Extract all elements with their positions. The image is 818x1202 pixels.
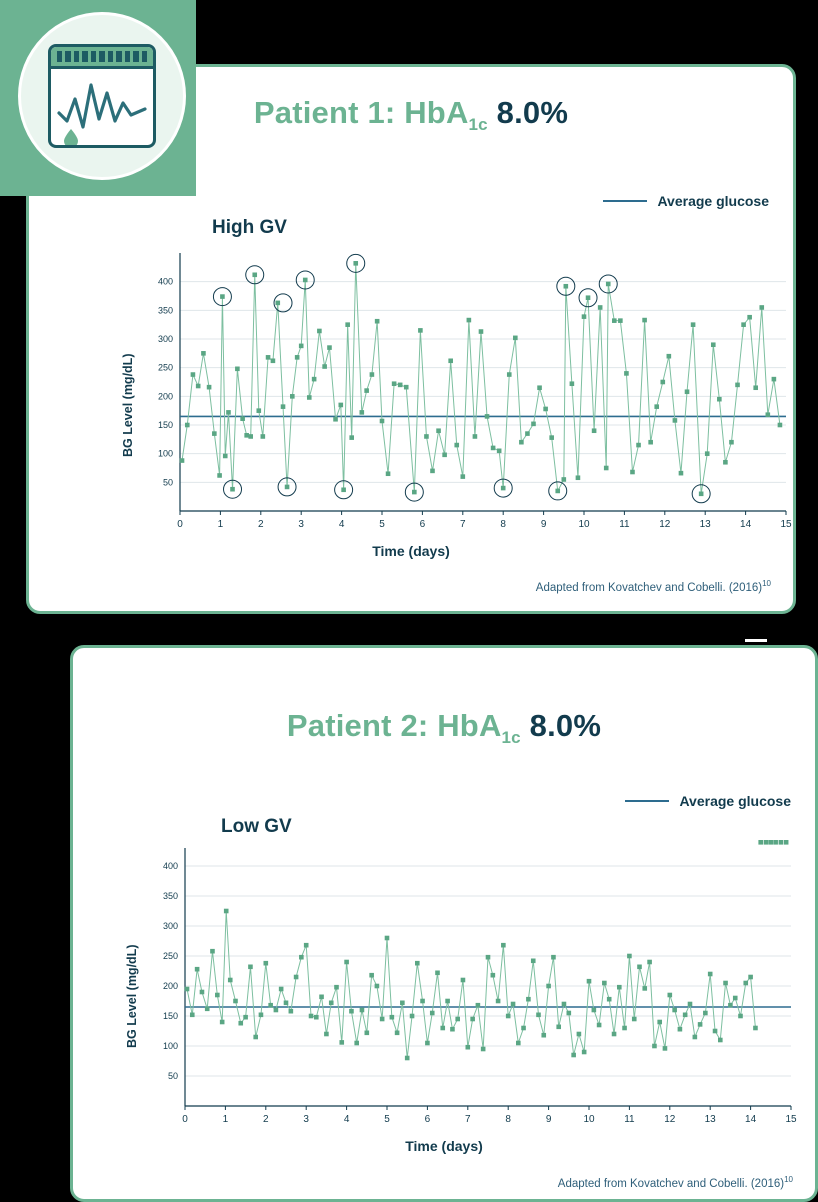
title-value-2: 8.0% — [520, 708, 602, 743]
legend-label: Average glucose — [657, 193, 769, 209]
y-axis-label: BG Level (mg/dL) — [121, 353, 135, 457]
svg-text:0: 0 — [177, 519, 183, 530]
svg-text:2: 2 — [263, 1114, 269, 1125]
svg-text:100: 100 — [157, 448, 173, 459]
x-axis-label: Time (days) — [372, 543, 450, 559]
source-citation — [536, 579, 771, 594]
gv-label-2: Low GV — [221, 816, 292, 837]
svg-text:100: 100 — [162, 1041, 178, 1051]
svg-text:14: 14 — [740, 519, 752, 530]
svg-text:14: 14 — [745, 1114, 757, 1125]
svg-text:150: 150 — [162, 1011, 178, 1021]
svg-text:2: 2 — [258, 519, 264, 530]
gv-label: High GV — [212, 217, 287, 238]
logo-circle — [18, 12, 186, 180]
title-value: 8.0% — [487, 95, 569, 130]
source-text-2: Adapted from Kovatchev and Cobelli. (2016) — [557, 1177, 785, 1190]
svg-text:12: 12 — [659, 519, 671, 530]
svg-text:350: 350 — [157, 305, 173, 316]
title-prefix: Patient 1: HbA — [253, 95, 469, 130]
svg-text:5: 5 — [379, 519, 385, 530]
svg-text:3: 3 — [298, 519, 304, 530]
title-subscript-2: 1c — [501, 728, 521, 748]
card-notch — [745, 639, 767, 642]
svg-text:6: 6 — [424, 1114, 431, 1125]
logo-badge — [0, 0, 196, 196]
svg-text:250: 250 — [157, 362, 173, 373]
legend-line-icon-2 — [625, 800, 669, 802]
source-superscript: 10 — [762, 579, 771, 588]
source-text: Adapted from Kovatchev and Cobelli. (2016) — [535, 581, 763, 594]
svg-text:10: 10 — [578, 519, 590, 530]
svg-text:15: 15 — [780, 519, 792, 530]
legend-label-2: Average glucose — [679, 793, 791, 809]
svg-text:1: 1 — [222, 1114, 229, 1125]
svg-text:9: 9 — [540, 519, 547, 530]
svg-text:3: 3 — [303, 1114, 309, 1125]
meter-trace-icon — [51, 69, 153, 145]
svg-text:4: 4 — [338, 519, 345, 530]
svg-text:13: 13 — [704, 1114, 716, 1125]
svg-text:300: 300 — [162, 921, 178, 931]
svg-text:200: 200 — [157, 391, 173, 402]
svg-text:9: 9 — [545, 1114, 552, 1125]
svg-text:11: 11 — [624, 1114, 635, 1125]
svg-text:13: 13 — [699, 519, 711, 530]
title-prefix-2: Patient 2: HbA — [286, 708, 502, 743]
svg-text:150: 150 — [157, 420, 173, 430]
svg-text:200: 200 — [162, 981, 178, 991]
svg-text:4: 4 — [343, 1114, 350, 1125]
svg-text:10: 10 — [583, 1114, 595, 1125]
svg-text:8: 8 — [505, 1114, 511, 1125]
source-superscript-2: 10 — [784, 1175, 793, 1184]
glucose-meter-icon — [48, 44, 156, 148]
svg-text:250: 250 — [162, 951, 178, 961]
svg-text:50: 50 — [162, 477, 173, 488]
svg-text:11: 11 — [619, 519, 630, 530]
svg-text:12: 12 — [664, 1114, 676, 1125]
svg-text:0: 0 — [182, 1114, 188, 1125]
page-title-2 — [73, 708, 815, 748]
svg-text:6: 6 — [419, 519, 426, 530]
title-subscript: 1c — [468, 115, 488, 135]
svg-text:7: 7 — [460, 519, 466, 530]
svg-text:15: 15 — [785, 1114, 797, 1125]
svg-text:50: 50 — [167, 1071, 178, 1081]
chart-plot-patient-1 — [134, 245, 794, 550]
patient-2-card — [70, 645, 818, 1202]
x-axis-label-2: Time (days) — [405, 1138, 483, 1154]
svg-text:400: 400 — [157, 276, 173, 287]
y-axis-label-2: BG Level (mg/dL) — [125, 944, 139, 1048]
svg-text:300: 300 — [157, 334, 173, 344]
svg-text:7: 7 — [465, 1114, 471, 1125]
svg-text:1: 1 — [217, 519, 224, 530]
svg-text:5: 5 — [384, 1114, 390, 1125]
source-citation-2 — [558, 1175, 793, 1190]
svg-text:350: 350 — [162, 891, 178, 901]
legend-average-glucose-2 — [625, 793, 791, 809]
legend-line-icon — [603, 200, 647, 202]
svg-text:400: 400 — [162, 861, 178, 871]
svg-text:8: 8 — [500, 519, 506, 530]
legend-average-glucose — [603, 193, 769, 209]
meter-display-bar — [51, 47, 153, 69]
chart-plot-patient-2 — [139, 840, 799, 1145]
